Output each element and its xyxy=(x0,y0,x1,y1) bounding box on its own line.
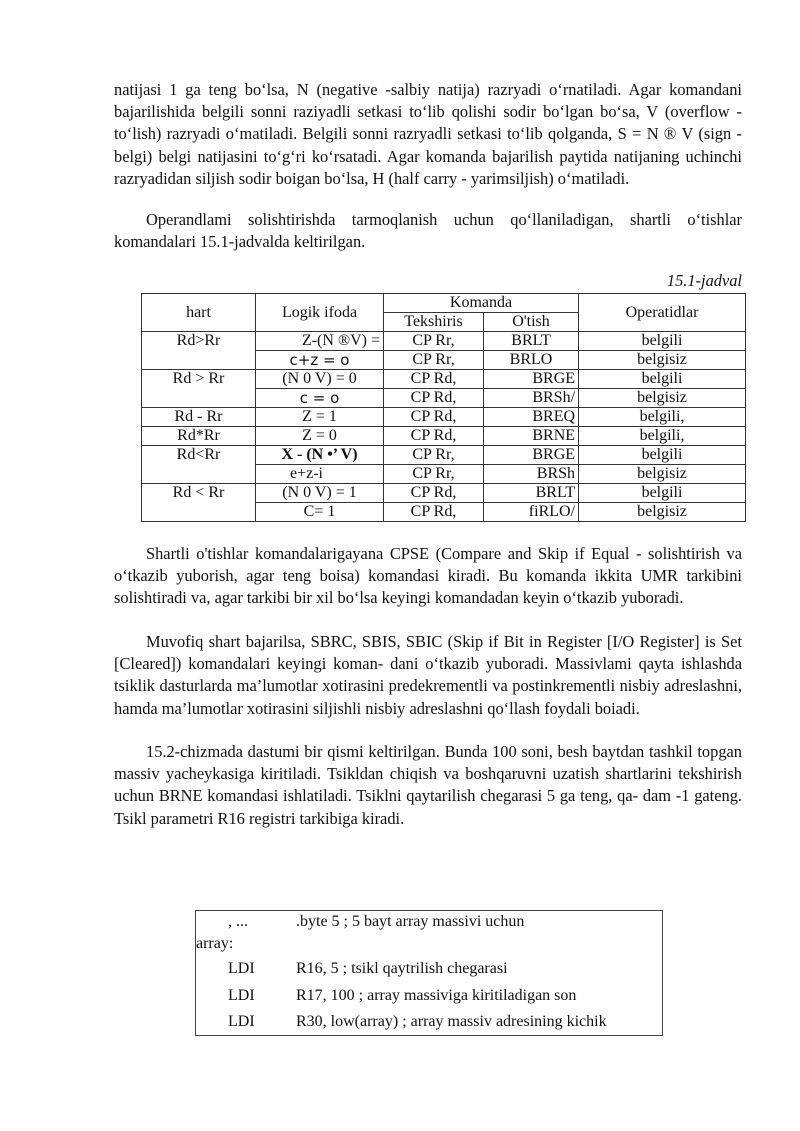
cell-tekshiris: CP Rr, xyxy=(384,332,484,351)
cell-logik: e+z-i xyxy=(256,465,384,484)
table-row xyxy=(142,427,746,446)
header-logik-ifoda: Logik ifoda xyxy=(256,294,384,332)
cell-tekshiris: CP Rr, xyxy=(384,446,484,465)
code-instruction: R16, 5 ; tsikl qaytrilish chegarasi xyxy=(296,960,508,977)
cell-otish: fiRLO/ xyxy=(484,503,579,522)
cell-otish: BRGE xyxy=(484,446,579,465)
cell-logik: c = o xyxy=(256,389,384,408)
code-mnemonic: LDI xyxy=(228,1013,255,1030)
cell-operatid: belgisiz xyxy=(579,503,746,522)
cell-tekshiris: CP Rd, xyxy=(384,484,484,503)
paragraph-cpse: Shartli o'tishlar komandalarigayana CPSE (Compare and Skip if Equal - solishtirish va o‘tkazib yuborish, agar teng boisa) komandasi kiradi. Bu komanda ikkita UMR tarkibini solishtiradi va, agar tarkibi bir xil bo‘lsa keyingi komandadan keyin o‘tkazib yuboradi. xyxy=(114,544,742,608)
cell-logik: Z = 0 xyxy=(256,427,384,446)
cell-logik: C= 1 xyxy=(256,503,384,522)
header-komanda: Komanda xyxy=(384,294,579,313)
cell-shart: Rd < Rr xyxy=(142,484,256,522)
cell-otish: BRSh xyxy=(484,465,579,484)
cell-operatid: belgisiz xyxy=(579,389,746,408)
cell-operatid: belgili xyxy=(579,484,746,503)
cell-tekshiris: CP Rd, xyxy=(384,503,484,522)
cell-otish: BRLT xyxy=(484,484,579,503)
cell-logik: c+z = o xyxy=(256,351,384,370)
cell-shart: Rd*Rr xyxy=(142,427,256,446)
code-mnemonic: LDI xyxy=(228,987,255,1004)
cell-tekshiris: CP Rd, xyxy=(384,427,484,446)
code-listing xyxy=(195,910,663,1036)
cell-otish: BRGE xyxy=(484,370,579,389)
branch-commands-table xyxy=(141,293,746,522)
table-caption: 15.1-jadval xyxy=(666,271,742,290)
cell-tekshiris: CP Rr, xyxy=(384,465,484,484)
header-otish: O'tish xyxy=(484,313,579,332)
cell-logik: Z-(N ®V) = xyxy=(256,332,384,351)
cell-operatid: belgili xyxy=(579,446,746,465)
header-shart: hart xyxy=(142,294,256,332)
code-instruction: R17, 100 ; array massiviga kiritiladigan son xyxy=(296,987,577,1004)
cell-shart: Rd<Rr xyxy=(142,446,256,484)
cell-shart: Rd>Rr xyxy=(142,332,256,370)
cell-operatid: belgisiz xyxy=(579,351,746,370)
table-row xyxy=(142,408,746,427)
cell-otish: BRLO xyxy=(484,351,579,370)
cell-logik: (N 0 V) = 0 xyxy=(256,370,384,389)
cell-tekshiris: CP Rd, xyxy=(384,408,484,427)
cell-otish: BREQ xyxy=(484,408,579,427)
code-label: , ... xyxy=(228,913,248,930)
code-instruction: .byte 5 ; 5 bayt array massivi uchun xyxy=(296,913,525,930)
cell-logik: (N 0 V) = 1 xyxy=(256,484,384,503)
cell-tekshiris: CP Rr, xyxy=(384,351,484,370)
paragraph-intro-table: Operandlami solishtirishda tarmoqlanish uchun qo‘llaniladigan, shartli o‘tishlar komandalari 15.1-jadvalda keltirilgan. xyxy=(114,210,742,252)
table-row xyxy=(142,370,746,389)
cell-operatid: belgili, xyxy=(579,408,746,427)
code-mnemonic: LDI xyxy=(228,960,255,977)
table-row xyxy=(142,332,746,351)
cell-tekshiris: CP Rd, xyxy=(384,370,484,389)
cell-operatid: belgili xyxy=(579,332,746,351)
header-operatidlar: Operatidlar xyxy=(579,294,746,332)
cell-shart: Rd - Rr xyxy=(142,408,256,427)
cell-logik: Z = 1 xyxy=(256,408,384,427)
table-row xyxy=(142,484,746,503)
cell-logik: X - (N •’ V) xyxy=(256,446,384,465)
cell-operatid: belgisiz xyxy=(579,465,746,484)
cell-otish: BRSh/ xyxy=(484,389,579,408)
cell-otish: BRLT xyxy=(484,332,579,351)
paragraph-flags: natijasi 1 ga teng bo‘lsa, N (negative -salbiy natija) razryadi o‘rnatiladi. Agar komandani bajarilishida belgili sonni raziyadli setkasi to‘lib qolishi sodir bo‘lgan bo‘sa, V (overflow - to‘lish) razryadi o‘matiladi. Belgili sonni razryadli setkasi to‘lib qolganda, S = N ® V (sign - belgi) belgi natijasini to‘g‘ri ko‘rsatadi. Agar komanda bajarilish paytida natijaning uchinchi razryadidan siljish sodir boigan bo‘lsa, H (half carry - yarimsiljish) o‘matiladi. xyxy=(114,80,742,188)
cell-operatid: belgili, xyxy=(579,427,746,446)
paragraph-sbrc: Muvofiq shart bajarilsa, SBRC, SBIS, SBIC (Skip if Bit in Register [I/O Register] is Set [Cleared]) komandalari keyingi koman- dani o‘tkazib yuboradi. Massivlami qayta ishlashda tsiklik dasturlarda ma’lumotlar xotirasini predekrementli va postinkrementli nisbiy adreslashni, hamda ma’lumotlar xotirasini siljishli nisbiy adreslashni qo‘llash foydali boiadi. xyxy=(114,632,742,718)
cell-shart: Rd > Rr xyxy=(142,370,256,408)
cell-otish: BRNE xyxy=(484,427,579,446)
header-tekshiris: Tekshiris xyxy=(384,313,484,332)
paragraph-figure-intro: 15.2-chizmada dastumi bir qismi keltirilgan. Bunda 100 soni, besh baytdan tashkil topgan massiv yacheykasiga kiritiladi. Tsikldan chiqish va boshqaruvni uzatish shartlarini tekshirish uchun BRNE komandasi ishlatiladi. Tsiklni qaytarilish chegarasi 5 ga teng, qa- dam -1 gateng. Tsikl parametri R16 registri tarkibiga kiradi. xyxy=(114,742,742,828)
cell-operatid: belgili xyxy=(579,370,746,389)
code-label: array: xyxy=(196,935,234,952)
table-row xyxy=(142,446,746,465)
cell-tekshiris: CP Rd, xyxy=(384,389,484,408)
code-instruction: R30, low(array) ; array massiv adresining kichik xyxy=(296,1013,607,1030)
